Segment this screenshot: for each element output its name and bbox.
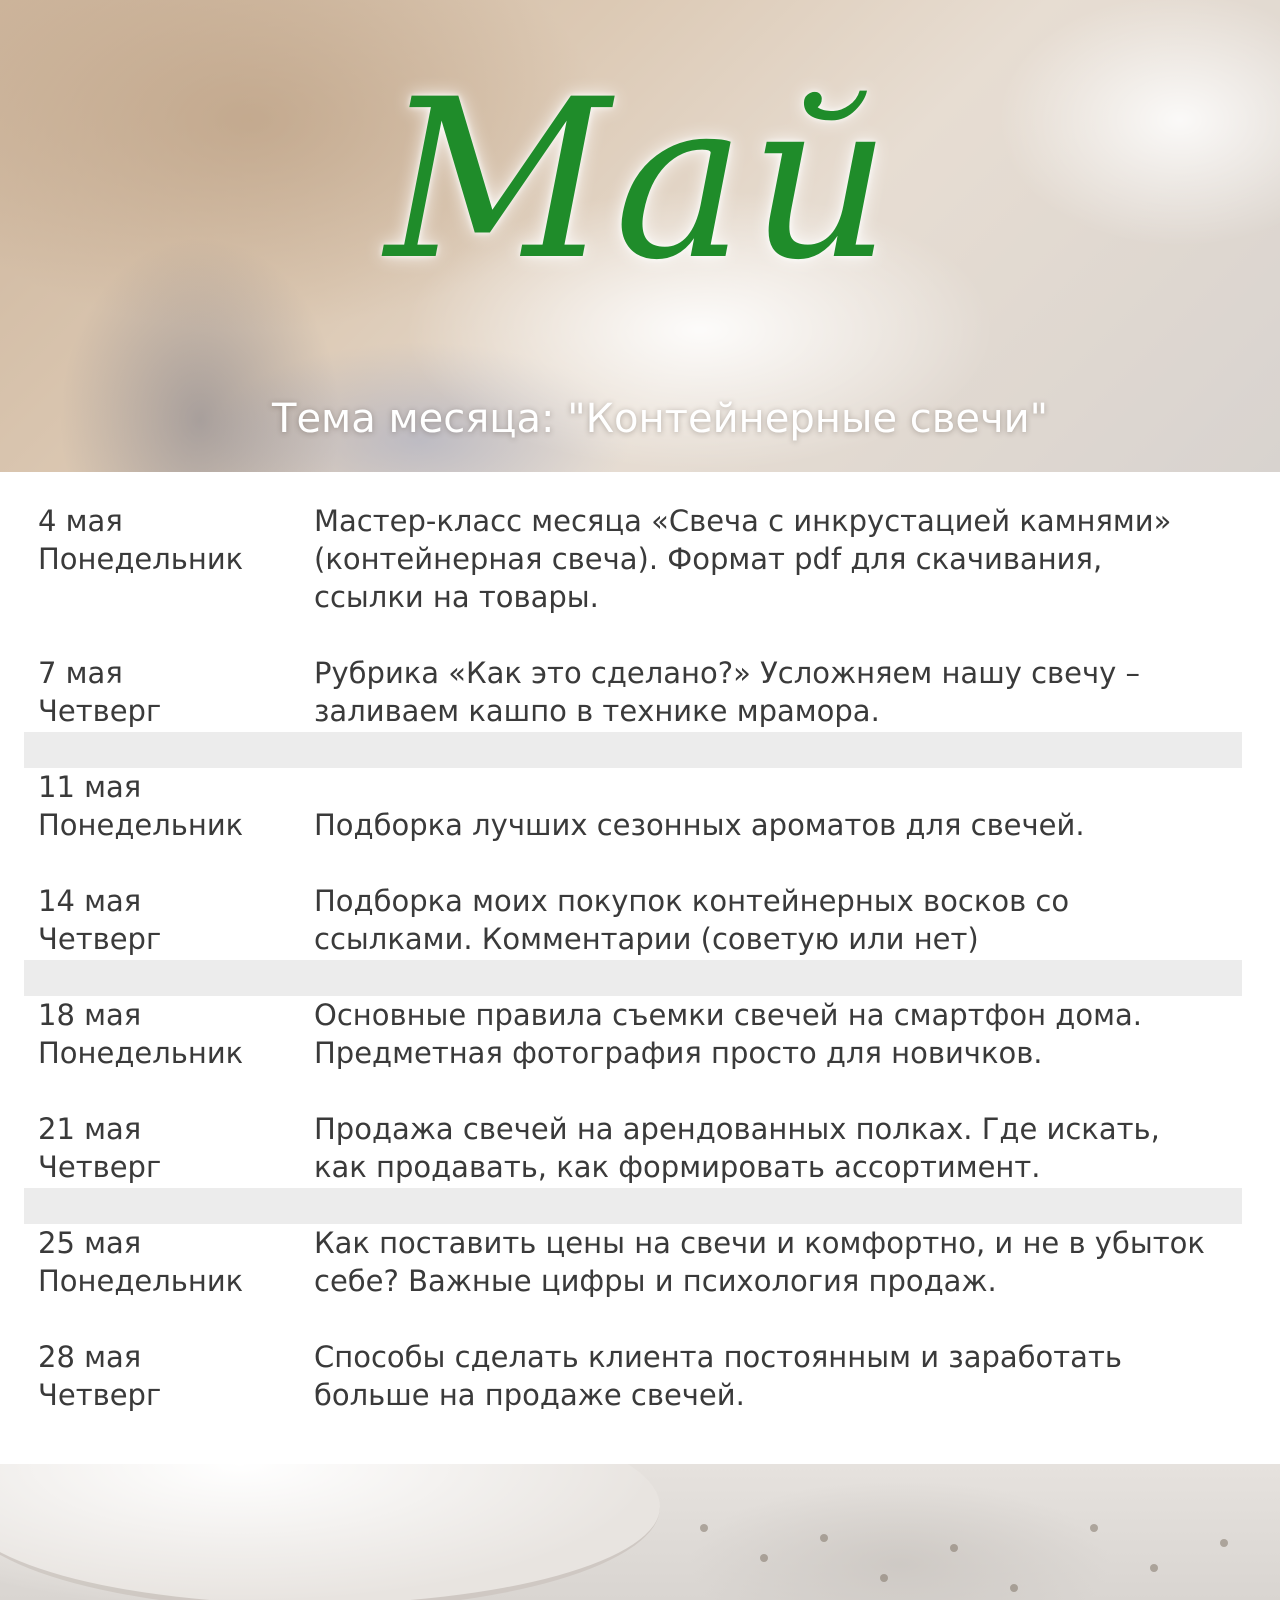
decor-dot [760,1554,768,1562]
schedule-description: Мастер-класс месяца «Свеча с инкрустацией камнями» (контейнерная свеча). Формат pdf для скачивания, ссылки на товары. [314,504,1172,614]
schedule-date: 14 мая Четверг [38,884,162,956]
schedule-row [24,738,1242,852]
schedule-description: Как поставить цены на свечи и комфортно, и не в убыток себе? Важные цифры и психология продаж. [314,1226,1205,1298]
schedule-description: Продажа свечей на арендованных полках. Где искать, как продавать, как формировать ассортимент. [314,1112,1160,1184]
schedule-description: Подборка лучших сезонных ароматов для свечей. [314,808,1085,842]
decor-dot [820,1534,828,1542]
decor-dot [1220,1539,1228,1547]
schedule-date: 28 мая Четверг [38,1340,162,1412]
schedule-row [24,1194,1242,1308]
month-theme: Тема месяца: "Контейнерные свечи" [272,396,1048,442]
schedule-description: Рубрика «Как это сделано?» Усложняем нашу свечу – заливаем кашпо в технике мрамора. [314,656,1141,728]
footer-photo [0,1464,1280,1600]
schedule-row [24,1080,1242,1194]
decor-dot [1010,1584,1018,1592]
decor-dot [1090,1524,1098,1532]
cup-shape [0,1464,660,1600]
schedule-row [24,624,1242,738]
schedule-card [0,472,1280,1464]
schedule-date: 7 мая Четверг [38,656,162,728]
decor-dot [700,1524,708,1532]
schedule-row [24,966,1242,1080]
schedule-date: 4 мая Понедельник [38,504,244,576]
schedule-description: Подборка моих покупок контейнерных восков со ссылками. Комментарии (советую или нет) [314,884,1070,956]
schedule-date: 21 мая Четверг [38,1112,162,1184]
schedule-date: 11 мая Понедельник [38,770,244,842]
schedule-row [24,852,1242,966]
month-title: Май [384,52,896,308]
schedule-date: 18 мая Понедельник [38,998,244,1070]
schedule-row [24,472,1242,614]
schedule-description: Основные правила съемки свечей на смартфон дома. Предметная фотография просто для новичков. [314,998,1142,1070]
header-photo [0,0,1280,472]
schedule-description: Способы сделать клиента постоянным и заработать больше на продаже свечей. [314,1340,1122,1412]
decor-dot [950,1544,958,1552]
decor-dot [1150,1564,1158,1572]
schedule-date: 25 мая Понедельник [38,1226,244,1298]
schedule-row [24,1308,1242,1422]
decor-dot [880,1574,888,1582]
